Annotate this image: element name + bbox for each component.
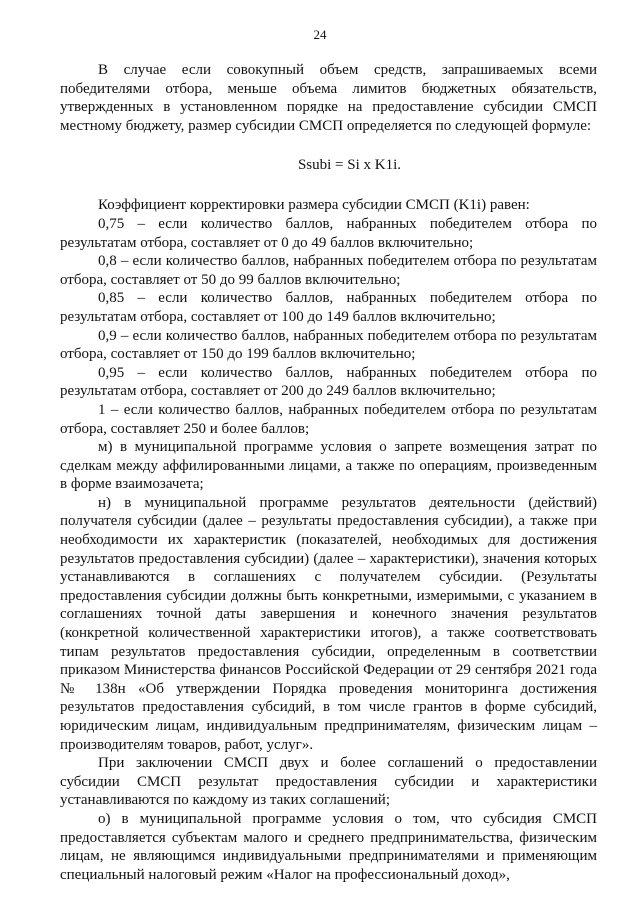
document-body: [60, 61, 597, 884]
paragraph-coefficient-095: 0,95 – если количество баллов, набранных победителем отбора по результатам отбора, составляет от 200 до 249 баллов включительно;: [60, 364, 597, 400]
paragraph-coefficient-1: 1 – если количество баллов, набранных победителем отбора по результатам отбора, составляет 250 и более баллов;: [60, 401, 597, 437]
paragraph-coefficient-075: 0,75 – если количество баллов, набранных победителем отбора по результатам отбора, составляет от 0 до 49 баллов включительно;: [60, 215, 597, 251]
paragraph-multiple-agreements: При заключении СМСП двух и более соглашений о предоставлении субсидии СМСП результат предоставления субсидии и характеристики устанавливаются по каждому из таких соглашений;: [60, 755, 597, 809]
paragraph-subsidy-case: В случае если совокупный объем средств, запрашиваемых всеми победителями отбора, меньше объема лимитов бюджетных обязательств, утвержденных в установленном порядке на предоставление субсидии СМСП местному бюджету, размер субсидии СМСП определяется по следующей формуле:: [60, 62, 597, 134]
subsidy-formula: Ssubi = Si x K1i.: [297, 157, 402, 174]
paragraph-coefficient-09: 0,9 – если количество баллов, набранных победителем отбора по результатам отбора, составляет от 150 до 199 баллов включительно;: [60, 327, 597, 363]
page-number: 24: [313, 27, 327, 42]
paragraph-item-n: н) в муниципальной программе результатов деятельности (действий) получателя субсидии (далее – результаты предоставления субсидии), а также при необходимости их характеристик (показателей, необходимых для достижения результатов предоставления субсидии) (далее – характеристики), значения которых устанавливаются в соглашениях с получателем субсидии. (Результаты предоставления субсидии должны быть конкретными, измеримыми, с указанием в соглашениях точной даты завершения и конечного значения результатов (конкретной количественной характеристики итогов), а также соответствовать типам результатов предоставления субсидии, определенным в соответствии приказом Министерства финансов Российской Федерации от 29 сентября 2021 года № 138н «Об утверждении Порядка проведения мониторинга достижения результатов предоставления субсидий, в том числе грантов в форме субсидий, юридическим лицам, индивидуальным предпринимателям, физическим лицам – производителям товаров, работ, услуг».: [60, 494, 597, 753]
paragraph-coefficient-085: 0,85 – если количество баллов, набранных победителем отбора по результатам отбора, составляет от 100 до 149 баллов включительно;: [60, 290, 597, 325]
paragraph-item-m: м) в муниципальной программе условия о запрете возмещения затрат по сделкам между аффилированными лицами, а также по операциям, произведенным в форме взаимозачета;: [60, 439, 597, 493]
paragraph-item-o: о) в муниципальной программе условия о том, что субсидия СМСП предоставляется субъектам малого и среднего предпринимательства, физическим лицам, не являющимся индивидуальными предпринимателями и применяющим специальный налоговый режим «Налог на профессиональный доход»,: [60, 810, 597, 883]
paragraph-coefficient-intro: Коэффициент корректировки размера субсидии СМСП (K1i) равен:: [98, 197, 530, 214]
paragraph-coefficient-08: 0,8 – если количество баллов, набранных победителем отбора по результатам отбора, составляет от 50 до 99 баллов включительно;: [60, 253, 597, 288]
